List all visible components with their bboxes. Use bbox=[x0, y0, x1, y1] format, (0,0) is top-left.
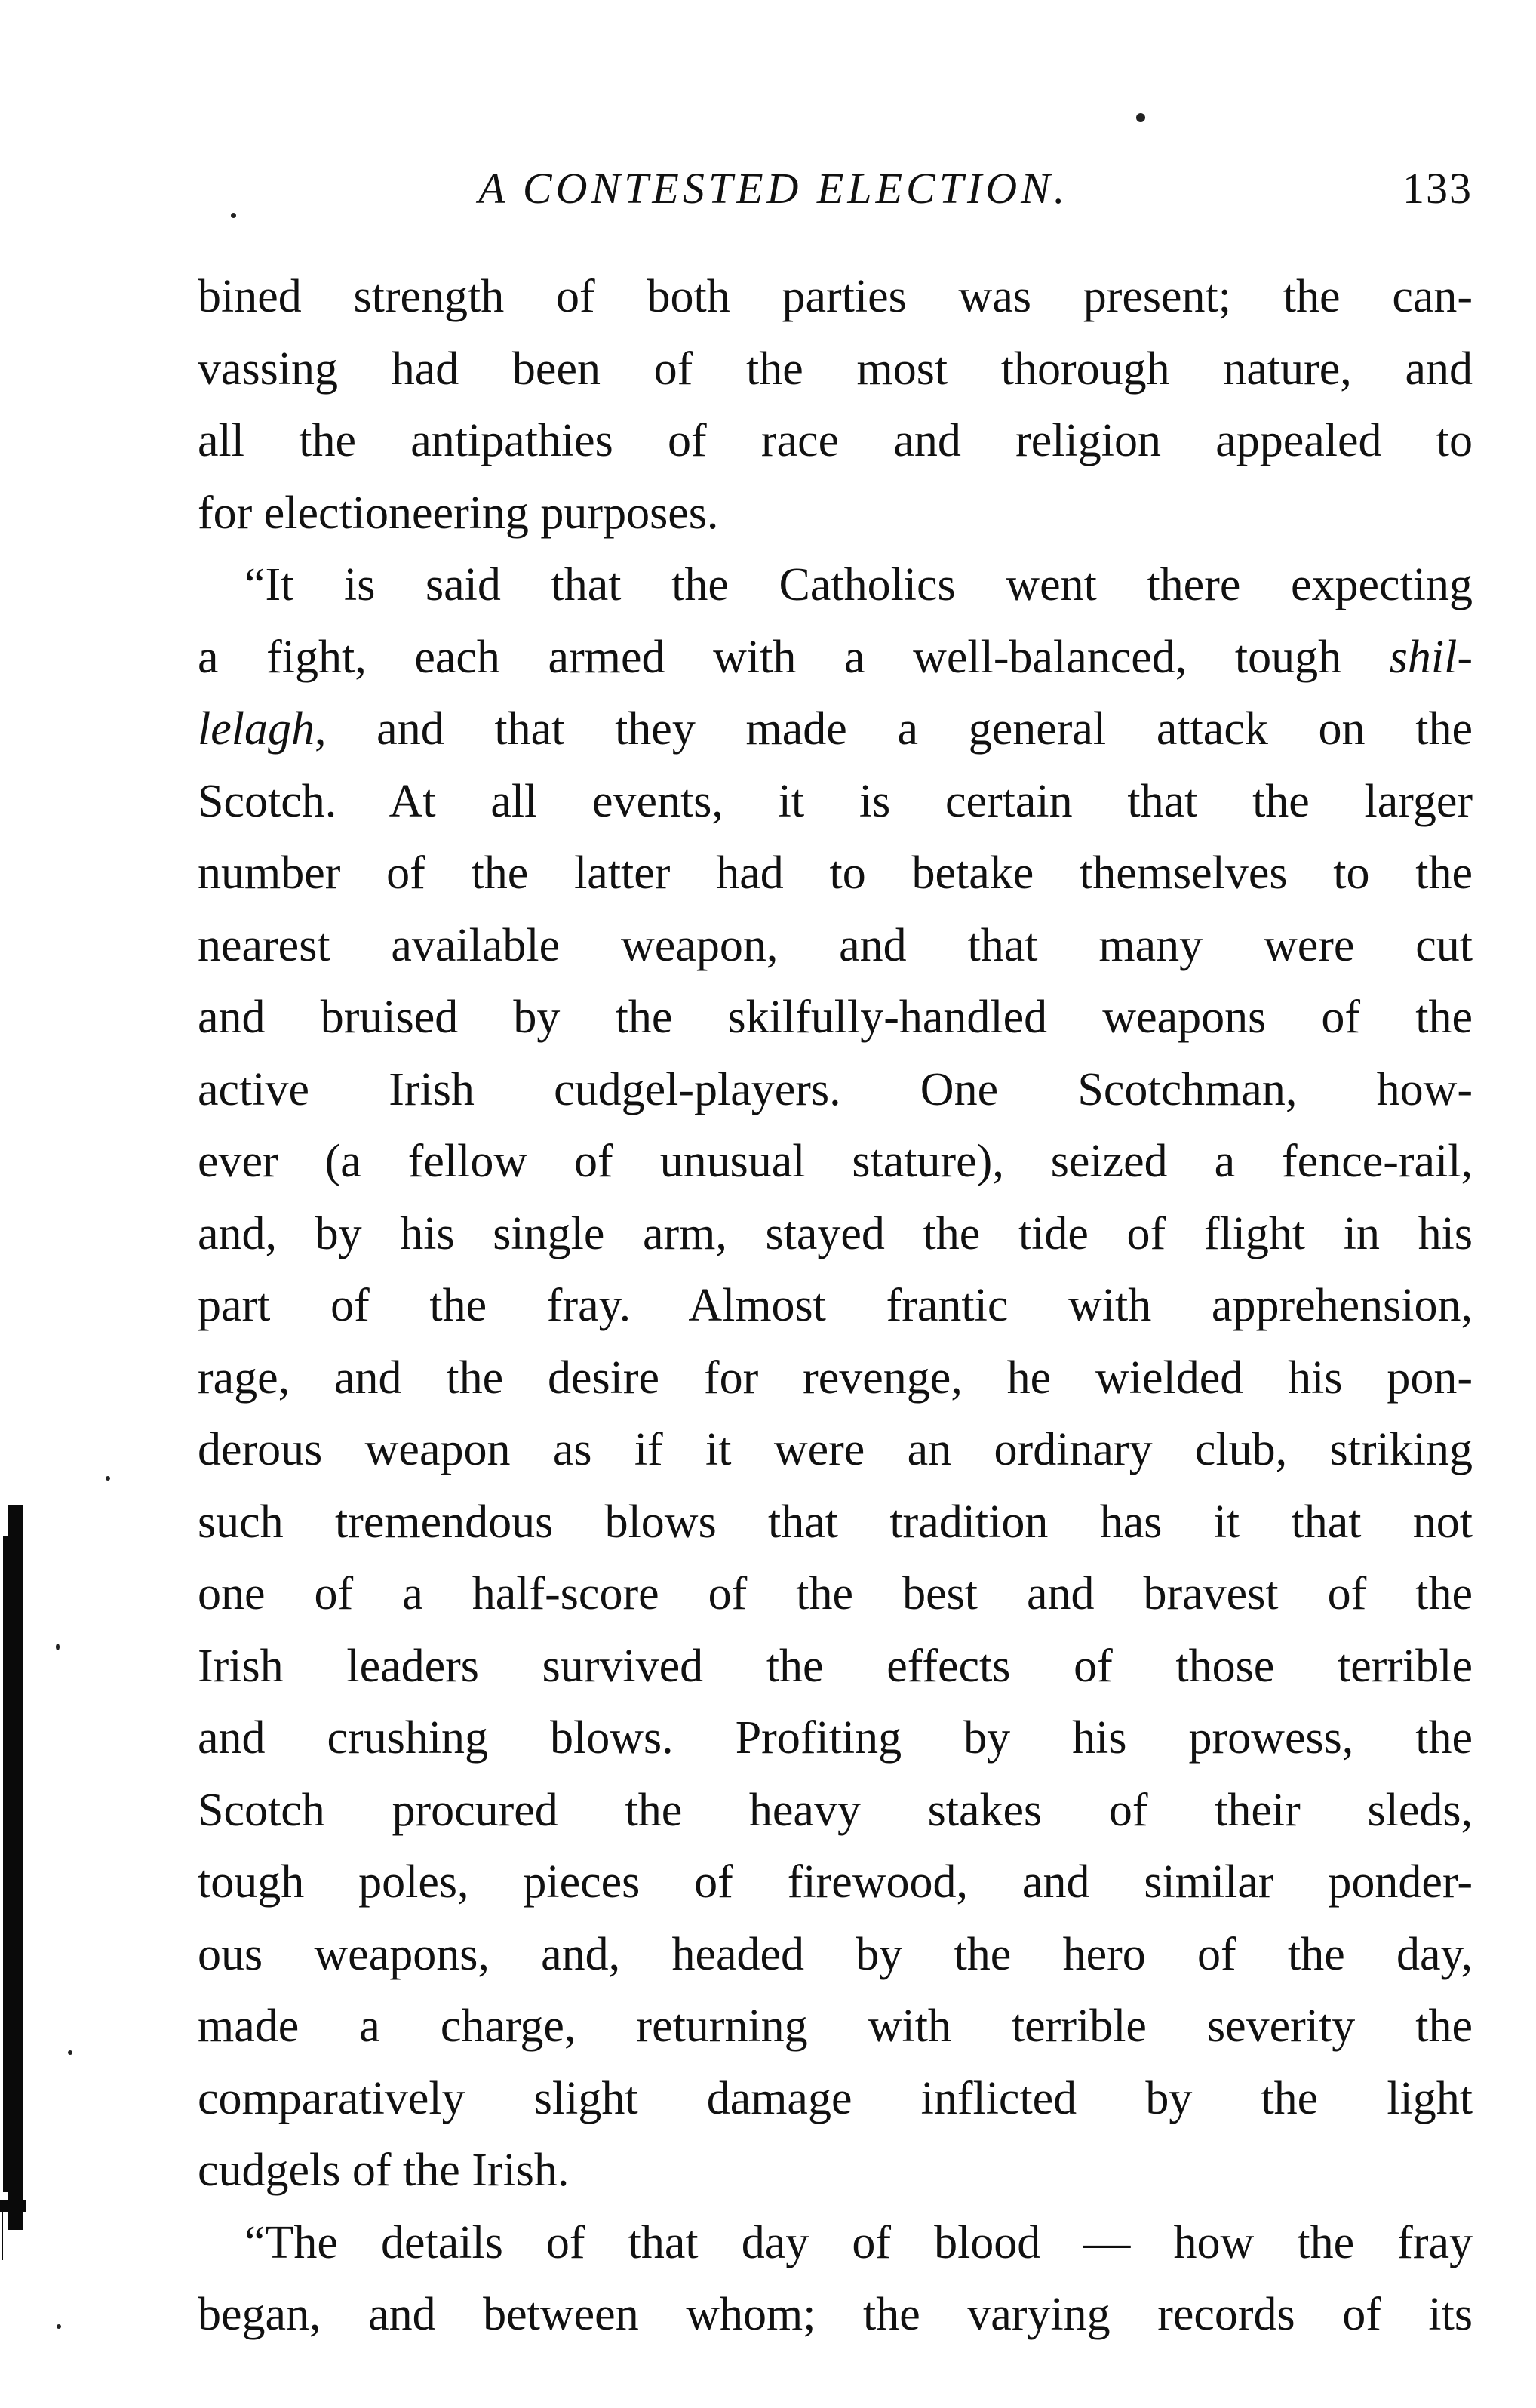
text-line: “It is said that the Catholics went there expecting bbox=[244, 559, 1473, 610]
text-line: ous weapons, and, headed by the hero of the day, bbox=[198, 1928, 1473, 1980]
page-header bbox=[198, 158, 1473, 219]
scan-speck bbox=[68, 2050, 72, 2055]
text-line: bined strength of both parties was present; the can- bbox=[198, 271, 1473, 322]
text-line-with-italic bbox=[198, 693, 1473, 766]
text-line: and crushing blows. Profiting by his prowess, the bbox=[198, 1712, 1473, 1764]
text-line: number of the latter had to betake themselves to the bbox=[198, 847, 1473, 899]
text-line: vassing had been of the most thorough nature, and bbox=[198, 343, 1473, 395]
text-line: comparatively slight damage inflicted by the light bbox=[198, 2072, 1473, 2124]
text-line: Scotch. At all events, it is certain that the larger bbox=[198, 775, 1473, 827]
text-line: and, by his single arm, stayed the tide of flight in his bbox=[198, 1207, 1473, 1259]
text-line: cudgels of the Irish. bbox=[198, 2145, 570, 2196]
text-line: Scotch procured the heavy stakes of their sleds, bbox=[198, 1784, 1473, 1836]
italic-word: shil- bbox=[1389, 631, 1473, 683]
text-line: tough poles, pieces of firewood, and similar ponder- bbox=[198, 1856, 1473, 1908]
scan-margin-shadow bbox=[0, 1505, 26, 2260]
text-line-rest: , and that they made a general attack on the bbox=[314, 703, 1473, 755]
text-line: ever (a fellow of unusual stature), seized a fence-rail, bbox=[198, 1136, 1473, 1187]
text-line: and bruised by the skilfully-handled weapons of the bbox=[198, 992, 1473, 1043]
text-line: such tremendous blows that tradition has it that not bbox=[198, 1496, 1473, 1548]
scan-speck bbox=[57, 2324, 61, 2329]
body-text bbox=[198, 261, 1473, 2351]
scan-speck bbox=[56, 1644, 60, 1650]
text-line: Irish leaders survived the effects of those terrible bbox=[198, 1640, 1473, 1692]
text-line: made a charge, returning with terrible severity the bbox=[198, 2001, 1473, 2052]
running-head: A CONTESTED ELECTION. bbox=[478, 164, 1069, 213]
text-line: part of the fray. Almost frantic with apprehension, bbox=[198, 1280, 1473, 1331]
scan-speck bbox=[231, 213, 236, 218]
text-line: active Irish cudgel-players. One Scotchman, how- bbox=[198, 1063, 1473, 1115]
italic-word: lelagh bbox=[198, 703, 315, 755]
text-line: nearest available weapon, and that many were cut bbox=[198, 919, 1473, 971]
text-line: a fight, each armed with a well-balanced, tough bbox=[198, 631, 1342, 683]
text-line: all the antipathies of race and religion appealed to bbox=[198, 415, 1473, 466]
text-line: began, and between whom; the varying records of its bbox=[198, 2289, 1473, 2340]
text-line: for electioneering purposes. bbox=[198, 487, 719, 539]
text-line: rage, and the desire for revenge, he wielded his pon- bbox=[198, 1352, 1473, 1404]
text-line-with-italic bbox=[198, 622, 1473, 694]
scan-speck bbox=[1136, 113, 1145, 122]
text-line: “The details of that day of blood — how the fray bbox=[244, 2216, 1473, 2268]
text-line: derous weapon as if it were an ordinary club, striking bbox=[198, 1424, 1473, 1475]
page-number: 133 bbox=[1402, 164, 1473, 213]
scan-speck bbox=[106, 1476, 110, 1481]
text-line: one of a half-score of the best and bravest of the bbox=[198, 1568, 1473, 1619]
